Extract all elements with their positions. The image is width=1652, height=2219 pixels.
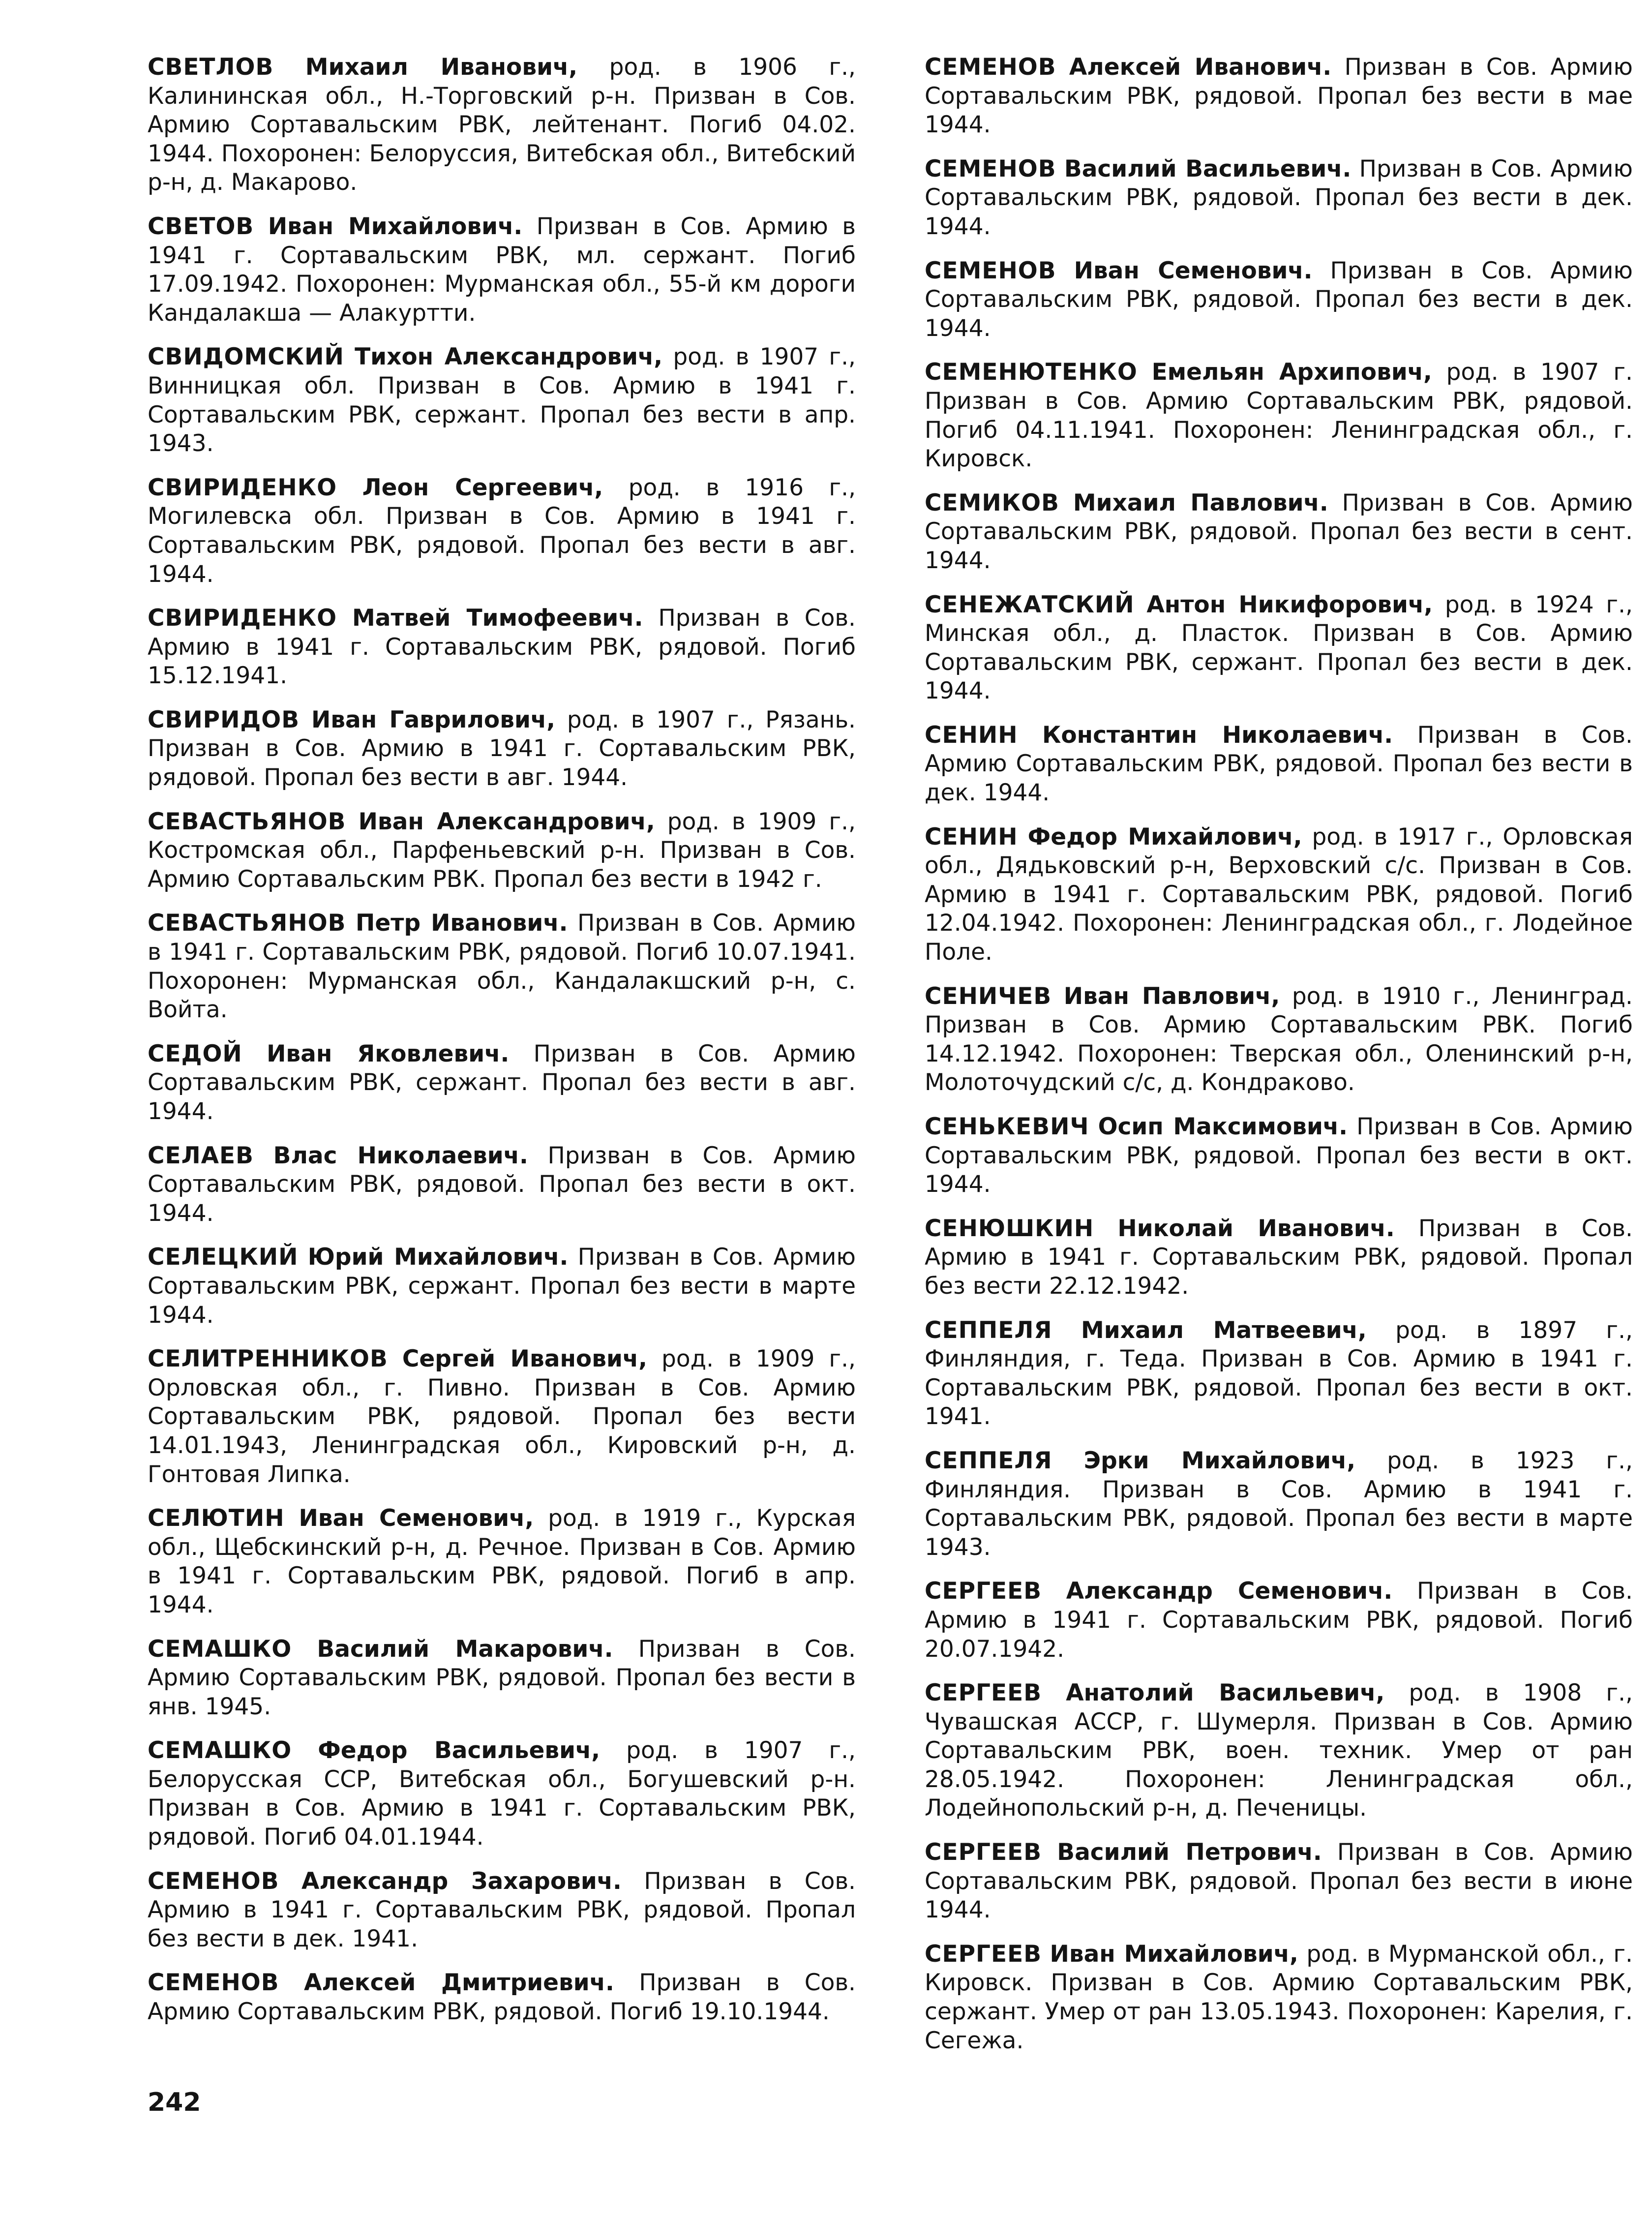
entry-text: Призван в Сов. Армию в 1941 г. Сортавальским РВК, рядовой. Погиб 10.07.1941. Похоронен: Мурманская обл., Кандалакшский р-н, с. Войта. bbox=[148, 910, 856, 1024]
entry bbox=[925, 1940, 1633, 2055]
entry bbox=[925, 721, 1633, 808]
entry-given-names: Федор Васильевич, bbox=[318, 1737, 601, 1764]
entry-text: Призван в Сов. Армию Сортавальским РВК, сержант. Пропал без вести в авг. 1944. bbox=[148, 1040, 856, 1125]
entry bbox=[148, 604, 856, 691]
entry-given-names: Эрки Михайлович, bbox=[1083, 1447, 1356, 1474]
entry-surname: СЕНИН bbox=[925, 823, 1018, 851]
entry-text: Призван в Сов. Армию Сортавальским РВК, рядовой. Пропал без вести в дек. 1944. bbox=[925, 721, 1633, 807]
entry-text: Призван в Сов. Армию Сортавальским РВК, рядовой. Пропал без вести в мае 1944. bbox=[925, 54, 1633, 139]
entry-given-names: Иван Гаврилович, bbox=[311, 706, 555, 733]
entry-given-names: Александр Семенович. bbox=[1066, 1578, 1393, 1605]
entry-text: Призван в Сов. Армию Сортавальским РВК, рядовой. Пропал без вести в окт. 1944. bbox=[148, 1142, 856, 1227]
entry-surname: СЕЛИТРЕННИКОВ bbox=[148, 1345, 388, 1373]
entry-text: род. в Мурманской обл., г. Кировск. Призван в Сов. Армию Сортавальским РВК, сержант. Умер от ран 13.05.1943. Похоронен: Карелия, г. Сегежа. bbox=[925, 1940, 1633, 2054]
entry-given-names: Алексей Дмитриевич. bbox=[304, 1969, 614, 1997]
entry-surname: СЕМАШКО bbox=[148, 1737, 292, 1764]
entry-surname: СВЕТЛОВ bbox=[148, 54, 274, 81]
entry-text: Призван в Сов. Армию в 1941 г. Сортавальским РВК, рядовой. Пропал без вести 22.12.1942. bbox=[925, 1215, 1633, 1300]
entry bbox=[148, 1345, 856, 1489]
entry-text: род. в 1919 г., Курская обл., Щебскинский р-н, д. Речное. Призван в Сов. Армию в 1941 г. Сортавальским РВК, рядовой. Погиб в апр. 1944. bbox=[148, 1505, 856, 1618]
entry bbox=[925, 1215, 1633, 1301]
entry-surname: СЕРГЕЕВ bbox=[925, 1679, 1042, 1707]
entry-text: Призван в Сов. Армию Сортавальским РВК, рядовой. Пропал без вести в сент. 1944. bbox=[925, 489, 1633, 574]
entry-surname: СЕЛЮТИН bbox=[148, 1505, 285, 1532]
entry-surname: СВИРИДОВ bbox=[148, 706, 300, 733]
entry bbox=[148, 1969, 856, 2026]
page-number: 242 bbox=[148, 2088, 201, 2117]
entry bbox=[925, 155, 1633, 242]
entry-surname: СЕЛЕЦКИЙ bbox=[148, 1244, 299, 1271]
entry bbox=[148, 1504, 856, 1619]
entry bbox=[148, 1867, 856, 1954]
entry-given-names: Осип Максимович. bbox=[1098, 1113, 1348, 1140]
entry-surname: СВЕТОВ bbox=[148, 213, 254, 240]
entry-text: Призван в Сов. Армию в 1941 г. Сортавальским РВК, рядовой. Погиб 15.12.1941. bbox=[148, 605, 856, 690]
entry-surname: СВИРИДЕНКО bbox=[148, 474, 337, 501]
entry bbox=[148, 909, 856, 1024]
entry-text: род. в 1906 г., Калининская обл., Н.-Торговский р-н. Призван в Сов. Армию Сортавальским РВК, лейтенант. Погиб 04.02. 1944. Похоронен: Белоруссия, Витебская обл., Витебский р-н, д. Макарово. bbox=[148, 54, 856, 196]
entry-given-names: Федор Михайлович, bbox=[1027, 823, 1302, 851]
entry bbox=[925, 1577, 1633, 1664]
entry bbox=[925, 1113, 1633, 1199]
entry-given-names: Анатолий Васильевич, bbox=[1066, 1679, 1385, 1707]
entry-given-names: Иван Павлович, bbox=[1063, 982, 1280, 1010]
entry-given-names: Иван Александрович, bbox=[358, 808, 655, 835]
entry bbox=[925, 358, 1633, 473]
entry-text: род. в 1910 г., Ленинград. Призван в Сов. Армию Сортавальским РВК. Погиб 14.12.1942. Похоронен: Тверская обл., Оленинский р-н, Молоточудский с/с, д. Кондраково. bbox=[925, 982, 1633, 1096]
entry-given-names: Михаил Иванович, bbox=[305, 54, 578, 81]
entry-given-names: Тихон Александрович, bbox=[355, 343, 663, 371]
entry bbox=[925, 591, 1633, 706]
entry-given-names: Иван Михайлович, bbox=[1050, 1940, 1298, 1968]
entry-text: Призван в Сов. Армию Сортавальским РВК, рядовой. Пропал без вести в июне 1944. bbox=[925, 1839, 1633, 1924]
entry-text: род. в 1916 г., Могилевска обл. Призван в Сов. Армию в 1941 г. Сортавальским РВК, рядовой. Пропал без вести в авг. 1944. bbox=[148, 474, 856, 588]
entry bbox=[148, 53, 856, 197]
entry bbox=[148, 1040, 856, 1126]
entry bbox=[925, 53, 1633, 140]
entry-surname: СЕНИЧЕВ bbox=[925, 982, 1052, 1010]
entry-surname: СЕВАСТЬЯНОВ bbox=[148, 808, 346, 835]
left-column bbox=[148, 53, 856, 2042]
entry bbox=[925, 823, 1633, 967]
entry bbox=[148, 706, 856, 792]
entry bbox=[925, 489, 1633, 576]
entry-given-names: Иван Семенович, bbox=[299, 1505, 534, 1532]
entry-surname: СВИРИДЕНКО bbox=[148, 605, 337, 632]
entry bbox=[148, 808, 856, 894]
entry-given-names: Константин Николаевич. bbox=[1042, 721, 1393, 749]
entry-text: род. в 1909 г., Орловская обл., г. Пивно. Призван в Сов. Армию Сортавальским РВК, рядовой. Пропал без вести 14.01.1943, Ленинградская обл., Кировский р-н, д. Гонтовая Липка. bbox=[148, 1345, 856, 1488]
entry-text: Призван в Сов. Армию в 1941 г. Сортавальским РВК, рядовой. Погиб 20.07.1942. bbox=[925, 1578, 1633, 1663]
entry-text: род. в 1908 г., Чувашская АССР, г. Шумерля. Призван в Сов. Армию Сортавальским РВК, воен. техник. Умер от ран 28.05.1942. Похоронен: Ленинградская обл., Лодейнопольский р-н, д. Печеницы. bbox=[925, 1679, 1633, 1822]
entry-text: род. в 1897 г., Финляндия, г. Теда. Призван в Сов. Армию в 1941 г. Сортавальским РВК, рядовой. Пропал без вести в окт. 1941. bbox=[925, 1316, 1633, 1430]
entry bbox=[148, 1736, 856, 1852]
entry-given-names: Николай Иванович. bbox=[1117, 1215, 1395, 1242]
entry-surname: СВИДОМСКИЙ bbox=[148, 343, 344, 371]
entry-given-names: Михаил Матвеевич, bbox=[1081, 1316, 1367, 1344]
entry-text: Призван в Сов. Армию в 1941 г. Сортавальским РВК, мл. сержант. Погиб 17.09.1942. Похоронен: Мурманская обл., 55-й км дороги Кандалакша — Алакуртти. bbox=[148, 213, 856, 327]
entry-text: род. в 1907 г., Рязань. Призван в Сов. Армию в 1941 г. Сортавальским РВК, рядовой. Пропал без вести в авг. 1944. bbox=[148, 706, 856, 791]
entry-given-names: Влас Николаевич. bbox=[273, 1142, 528, 1169]
entry-given-names: Алексей Иванович. bbox=[1069, 54, 1332, 81]
entry bbox=[925, 257, 1633, 343]
entry-given-names: Сергей Иванович, bbox=[402, 1345, 647, 1373]
entry bbox=[148, 474, 856, 589]
entry-text: род. в 1924 г., Минская обл., д. Пласток. Призван в Сов. Армию Сортавальским РВК, сержант. Пропал без вести в дек. 1944. bbox=[925, 591, 1633, 705]
entry bbox=[925, 1838, 1633, 1925]
entry bbox=[148, 1635, 856, 1722]
entry-surname: СЕМЕНОВ bbox=[925, 257, 1056, 284]
entry-given-names: Иван Яковлевич. bbox=[267, 1040, 510, 1067]
entry-given-names: Емельян Архипович, bbox=[1151, 359, 1432, 386]
entry-surname: СЕРГЕЕВ bbox=[925, 1578, 1042, 1605]
entry-text: род. в 1907 г. Призван в Сов. Армию Сортавальским РВК, рядовой. Погиб 04.11.1941. Похоронен: Ленинградская обл., г. Кировск. bbox=[925, 359, 1633, 473]
entry-surname: СЕМЕНОВ bbox=[925, 54, 1056, 81]
entry bbox=[148, 343, 856, 458]
entry-surname: СЕМАШКО bbox=[148, 1635, 292, 1663]
entry-text: род. в 1907 г., Винницкая обл. Призван в Сов. Армию в 1941 г. Сортавальским РВК, сержант. Пропал без вести в апр. 1943. bbox=[148, 343, 856, 457]
entry-text: род. в 1923 г., Финляндия. Призван в Сов. Армию в 1941 г. Сортавальским РВК, рядовой. Пропал без вести в марте 1943. bbox=[925, 1447, 1633, 1561]
entry-given-names: Василий Васильевич. bbox=[1064, 155, 1352, 182]
entry-surname: СЕНЬКЕВИЧ bbox=[925, 1113, 1089, 1140]
entry bbox=[925, 982, 1633, 1097]
entry bbox=[925, 1447, 1633, 1562]
entry-given-names: Иван Михайлович. bbox=[268, 213, 523, 240]
entry-given-names: Михаил Павлович. bbox=[1073, 489, 1328, 517]
entry-given-names: Василий Петрович. bbox=[1057, 1839, 1322, 1866]
entry-text: Призван в Сов. Армию Сортавальским РВК, рядовой. Пропал без вести в дек. 1944. bbox=[925, 155, 1633, 240]
entry-surname: СЕНИН bbox=[925, 721, 1018, 749]
entry bbox=[925, 1316, 1633, 1431]
entry-surname: СЕНЕЖАТСКИЙ bbox=[925, 591, 1135, 618]
entry-surname: СЕМИКОВ bbox=[925, 489, 1059, 517]
entry-given-names: Петр Иванович. bbox=[356, 910, 568, 937]
entry-text: род. в 1917 г., Орловская обл., Дядьковский р-н, Верховский с/с. Призван в Сов. Армию в 1941 г. Сортавальским РВК, рядовой. Погиб 12.04.1942. Похоронен: Ленинградская обл., г. Лодейное Поле. bbox=[925, 823, 1633, 966]
entry-given-names: Александр Захарович. bbox=[301, 1867, 622, 1895]
entry-given-names: Иван Семенович. bbox=[1074, 257, 1313, 284]
entry-surname: СЕВАСТЬЯНОВ bbox=[148, 910, 346, 937]
right-column bbox=[925, 53, 1633, 2070]
entry-surname: СЕЛАЕВ bbox=[148, 1142, 254, 1169]
entry-text: род. в 1907 г., Белорусская ССР, Витебская обл., Богушевский р-н. Призван в Сов. Армию в 1941 г. Сортавальским РВК, рядовой. Погиб 04.01.1944. bbox=[148, 1737, 856, 1851]
entry-given-names: Василий Макарович. bbox=[317, 1635, 613, 1663]
entry-text: род. в 1909 г., Костромская обл., Парфеньевский р-н. Призван в Сов. Армию Сортавальским РВК. Пропал без вести в 1942 г. bbox=[148, 808, 856, 893]
entry-given-names: Матвей Тимофеевич. bbox=[352, 605, 643, 632]
entry-text: Призван в Сов. Армию Сортавальским РВК, сержант. Пропал без вести в марте 1944. bbox=[148, 1244, 856, 1329]
entry-surname: СЕМЕНОВ bbox=[925, 155, 1056, 182]
entry-given-names: Леон Сергеевич, bbox=[362, 474, 603, 501]
entry-surname: СЕМЕНОВ bbox=[148, 1969, 279, 1997]
entry-text: Призван в Сов. Армию Сортавальским РВК, рядовой. Пропал без вести в дек. 1944. bbox=[925, 257, 1633, 342]
entry-surname: СЕППЕЛЯ bbox=[925, 1316, 1052, 1344]
entry-surname: СЕНЮШКИН bbox=[925, 1215, 1094, 1242]
entry-text: Призван в Сов. Армию Сортавальским РВК, рядовой. Пропал без вести в окт. 1944. bbox=[925, 1113, 1633, 1198]
entry-surname: СЕРГЕЕВ bbox=[925, 1940, 1042, 1968]
entry-text: Призван в Сов. Армию в 1941 г. Сортавальским РВК, рядовой. Пропал без вести в дек. 1941. bbox=[148, 1867, 856, 1952]
entry bbox=[148, 213, 856, 328]
entry-given-names: Антон Никифорович, bbox=[1146, 591, 1433, 618]
entry bbox=[148, 1243, 856, 1330]
entry-text: Призван в Сов. Армию Сортавальским РВК, рядовой. Пропал без вести в янв. 1945. bbox=[148, 1635, 856, 1720]
entry bbox=[925, 1679, 1633, 1823]
entry-given-names: Юрий Михайлович. bbox=[307, 1244, 569, 1271]
entry-surname: СЕДОЙ bbox=[148, 1040, 242, 1067]
entry-surname: СЕМЕНЮТЕНКО bbox=[925, 359, 1138, 386]
entry-text: Призван в Сов. Армию Сортавальским РВК, рядовой. Погиб 19.10.1944. bbox=[148, 1969, 856, 2026]
entry-surname: СЕМЕНОВ bbox=[148, 1867, 279, 1895]
entry bbox=[148, 1142, 856, 1228]
entry-surname: СЕППЕЛЯ bbox=[925, 1447, 1052, 1474]
entry-surname: СЕРГЕЕВ bbox=[925, 1839, 1042, 1866]
